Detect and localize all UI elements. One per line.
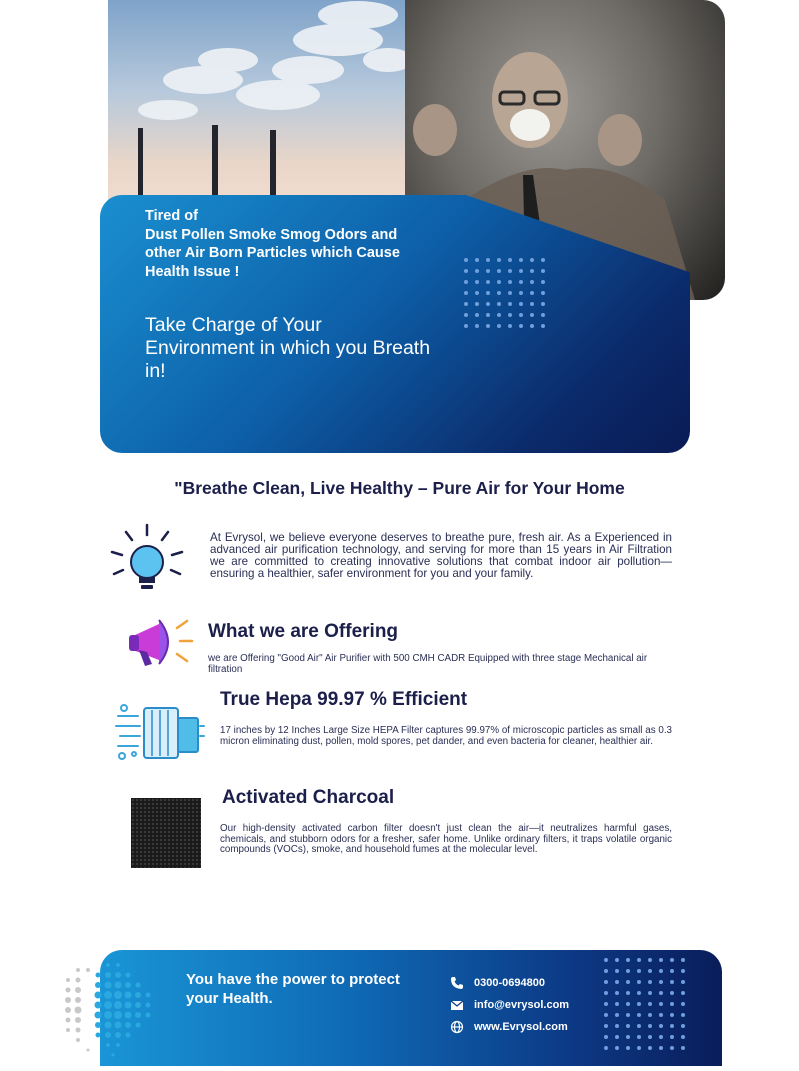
hero-question: Tired of Dust Pollen Smoke Smog Odors and other Air Born Particles which Cause Health Issue ! [145, 208, 400, 280]
website-url: www.Evrysol.com [474, 1021, 568, 1033]
hepa-heading: True Hepa 99.97 % Efficient [220, 689, 468, 710]
footer-dot-grid-decoration [604, 958, 685, 1050]
footer-tagline: You have the power to protect your Health. [186, 971, 400, 1007]
charcoal-text: Our high-density activated carbon filter doesn't just clean the air—it neutralizes harmful gases, chemicals, and stubborn odors for a fresher, safer home. Unlike ordinary filters, it traps volatile organic compounds (VOCs), smoke, and household fumes at the molecular level. [220, 823, 672, 855]
contact-website[interactable] [450, 1020, 568, 1034]
hero-call-to-action: Take Charge of Your Environment in which you Breath in! [145, 314, 431, 382]
contact-email[interactable] [450, 998, 569, 1012]
contact-phone[interactable] [450, 976, 545, 990]
intro-paragraph: At Evrysol, we believe everyone deserves to breathe pure, fresh air. As a Experienced in advanced air purification technology, and serving for more than 15 years in Air Filtration we are committed to creating innovative solutions that combat indoor air pollution—ensuring a healthier, safer environment for you and your family. [210, 531, 672, 580]
smokestack-photo [108, 0, 413, 205]
charcoal-heading: Activated Charcoal [222, 787, 395, 808]
offering-text: we are Offering "Good Air" Air Purifier with 500 CMH CADR Equipped with three stage Mechanical air filtration [208, 653, 648, 675]
dot-grid-decoration [464, 258, 545, 328]
megaphone-icon [125, 612, 197, 679]
lightbulb-icon [108, 522, 186, 605]
globe-icon [450, 1020, 464, 1034]
email-address: info@evrysol.com [474, 999, 570, 1011]
envelope-icon [450, 998, 464, 1012]
phone-icon [450, 976, 464, 990]
charcoal-filter-image [131, 798, 201, 868]
phone-number: 0300-0694800 [474, 977, 545, 989]
page-tagline: "Breathe Clean, Live Healthy – Pure Air for Your Home [174, 478, 625, 498]
hepa-text: 17 inches by 12 Inches Large Size HEPA Filter captures 99.97% of microscopic particles as small as 0.3 micron eliminating dust, pollen, mold spores, pet dander, and even bacteria for cleaner, healthier air. [220, 725, 672, 747]
halftone-decoration [58, 955, 188, 1071]
offering-heading: What we are Offering [208, 621, 399, 642]
air-filter-icon [114, 702, 206, 769]
